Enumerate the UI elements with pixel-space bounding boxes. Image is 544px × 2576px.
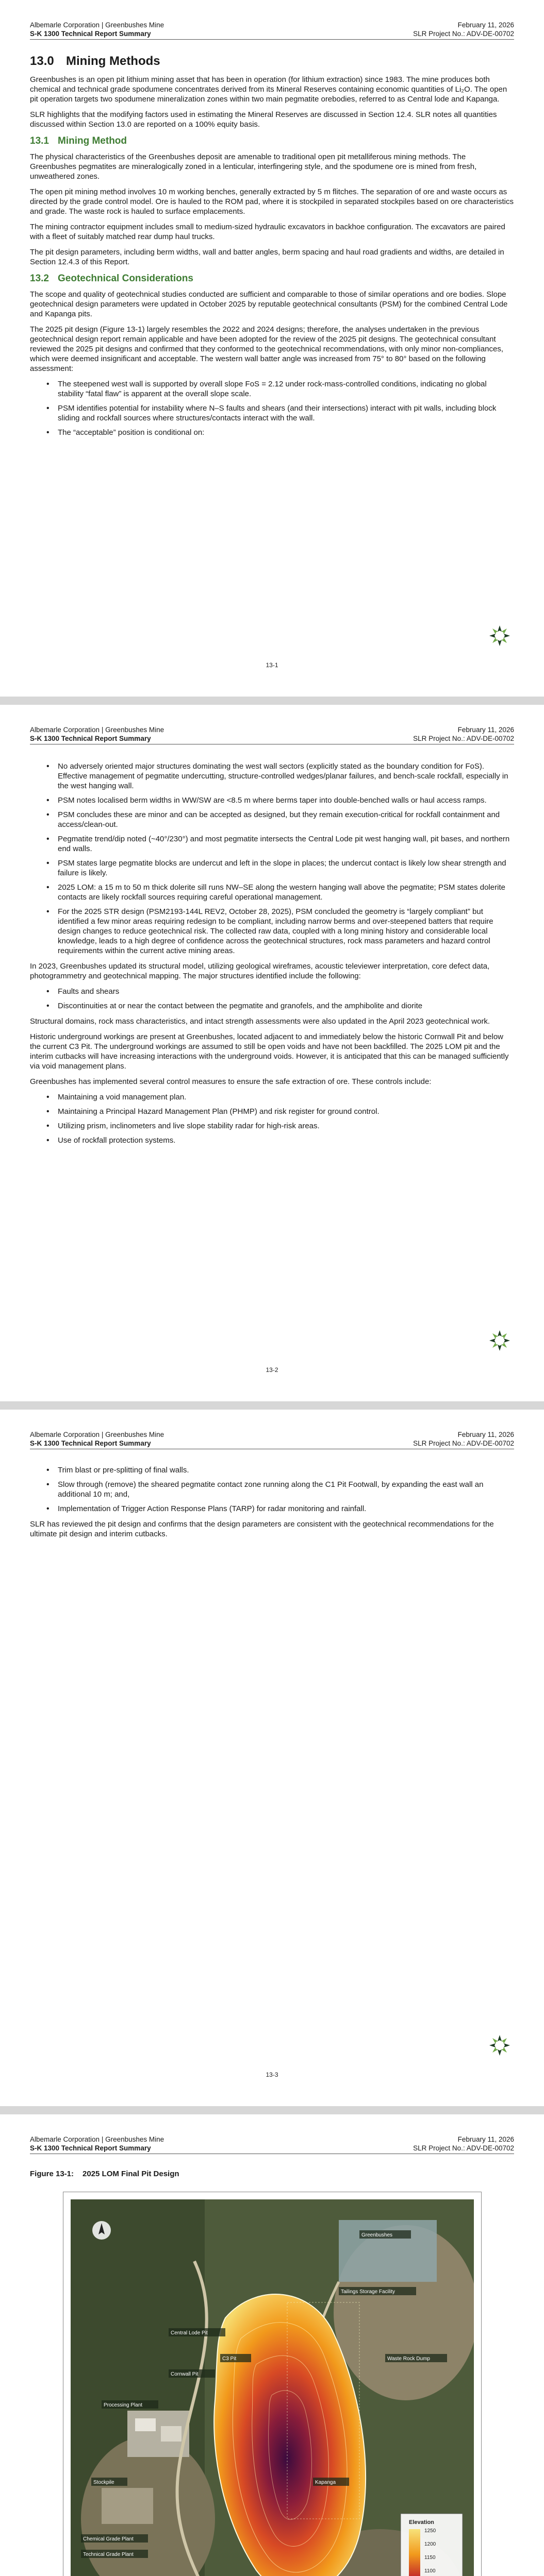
map-label: Cornwall Pit (171, 2371, 199, 2377)
list-item: • Slow through (remove) the sheared pegmatite contact zone running along the C1 Pit Footwall, by expanding the east wall an additional 10 m; and, (58, 1480, 514, 1499)
plant-building (135, 2418, 156, 2431)
tailings-pond (339, 2220, 437, 2282)
list-item: • For the 2025 STR design (PSM2193-144L REV2, October 28, 2025), PSM concluded the geometry is “largely compliant” but identified a few minor areas requiring redesign to be compliant, including narrow berms and over-steepened batters that require design changes to reduce geotechnical risk. The collected raw data, coupled with a long mining history and considerable local knowledge, leads to a high degree of confidence across the geotechnical structures, rock mass parameters and hazard control requirements within the current active mining areas. (58, 907, 514, 956)
paragraph: The physical characteristics of the Greenbushes deposit are amenable to traditional open pit metalliferous mining methods. The Greenbushes pegmatites are mineralogically zoned in a lenticular, interfingering style, and the spodumene ore is mined from fresh, unweathered zones. (30, 152, 477, 181)
subsection-heading: 13.2 Geotechnical Considerations (30, 273, 193, 284)
bullet-list (30, 379, 514, 437)
page-body (30, 1465, 514, 1545)
plant-building (161, 2426, 182, 2442)
pit-design-map (71, 2199, 474, 2576)
subsection-heading: 13.1 Mining Method (30, 135, 127, 146)
legend-title: Elevation (409, 2519, 434, 2526)
paragraph: SLR highlights that the modifying factors used in estimating the Mineral Reserves are discussed in Section 12.4. SLR notes all quantities discussed within Section 13.0 are reported on a 100% equity basis. (30, 110, 497, 129)
stockpile-area (102, 2488, 153, 2524)
list-item: • 2025 LOM: a 15 m to 50 m thick dolerite sill runs NW–SE along the western hanging wall above the pegmatite; PSM states dolerite contacts are likely rockfall sources requiring careful operational management. (58, 883, 514, 902)
figure-caption: Figure 13-1: 2025 LOM Final Pit Design (30, 2170, 179, 2178)
page-number: 13-1 (266, 662, 278, 669)
slr-logo-icon (488, 1329, 511, 1352)
page-header (30, 21, 514, 40)
list-item: • The steepened west wall is supported by overall slope FoS = 2.12 under rock-mass-controlled conditions, indicating no global stability “fatal flaw” is apparent at the overall slope scale. (58, 379, 514, 399)
page-header (30, 1430, 514, 1449)
list-item: • PSM concludes these are minor and can be accepted as designed, but they remain execution-critical for rockfall containment and access/clean-out. (58, 810, 514, 829)
header-date: February 11, 2026 (457, 1431, 514, 1438)
page-number: 13-2 (266, 1366, 278, 1374)
list-item: • Utilizing prism, inclinometers and live slope stability radar for high-risk areas. (58, 1121, 514, 1131)
header-company: Albemarle Corporation | Greenbushes Mine (30, 726, 164, 734)
legend-tick: 1150 (424, 2555, 436, 2561)
legend-tick: 1100 (424, 2568, 436, 2574)
header-company: Albemarle Corporation | Greenbushes Mine (30, 21, 164, 29)
list-item: • Trim blast or pre-splitting of final walls. (58, 1465, 514, 1475)
map-label: Chemical Grade Plant (83, 2536, 134, 2542)
list-item: • The “acceptable” position is conditional on: (58, 428, 514, 437)
list-item: • Implementation of Trigger Action Response Plans (TARP) for radar monitoring and rainfall. (58, 1504, 514, 1514)
paragraph: In 2023, Greenbushes updated its structural model, utilizing geological wireframes, acoustic televiewer interpretation, core defect data, photogrammetry and geotechnical mapping. The major structures identified include the following: (30, 962, 490, 980)
legend-tick: 1250 (424, 2528, 436, 2534)
header-company: Albemarle Corporation | Greenbushes Mine (30, 2136, 164, 2143)
paragraph: SLR has reviewed the pit design and confirms that the design parameters are consistent with the geotechnical recommendations for the ultimate pit design and interim cutbacks. (30, 1520, 494, 1538)
map-label: Kapanga (315, 2480, 336, 2485)
page-13-3 (0, 1410, 544, 2106)
page-body (30, 2167, 514, 2185)
header-report: S-K 1300 Technical Report Summary (30, 30, 151, 38)
list-item: • Discontinuities at or near the contact between the pegmatite and granofels, and the amphibolite and diorite (58, 1001, 514, 1011)
slr-logo-icon (488, 2034, 511, 2057)
map-label: Processing Plant (104, 2402, 143, 2408)
map-label: C3 Pit (222, 2356, 237, 2362)
legend-tick: 1200 (424, 2541, 436, 2547)
list-item: • No adversely oriented major structures dominating the west wall sectors (explicitly stated as the boundary condition for FoS). Effective management of pegmatite undercutting, structure-controlled wedges/planar failures, and bench-scale rockfall, especially in the west hanging wall. (58, 761, 514, 791)
list-item: • PSM states large pegmatite blocks are undercut and left in the slope in places; the undercut contact is likely low shear strength and failure is likely. (58, 858, 514, 878)
header-project: SLR Project No.: ADV-DE-00702 (413, 735, 514, 742)
list-item: • PSM identifies potential for instability where N–S faults and shears (and their intersections) interact with pit walls, including block sliding and rockfall sources where structures/contacts interact with the wall. (58, 403, 514, 423)
list-item: • Use of rockfall protection systems. (58, 1136, 514, 1145)
header-report: S-K 1300 Technical Report Summary (30, 735, 151, 742)
header-report: S-K 1300 Technical Report Summary (30, 1439, 151, 1447)
paragraph: The 2025 pit design (Figure 13-1) largely resembles the 2022 and 2024 designs; therefore, the analyses undertaken in the previous geotechnical design report remain applicable and have been adopted for the review of the 2025 pit designs. The geotechnical consultant reviewed the 2025 pit designs and confirmed that they conformed to the geotechnical recommendations, with only minor non-compliances, which were deemed insignificant and acceptable. The western wall batter angle was increased from 75° to 80° based on the following assessment: (30, 325, 504, 373)
paragraph: The open pit mining method involves 10 m working benches, generally extracted by 5 m flitches. The separation of ore and waste occurs as directed by the grade control model. Ore is hauled to the ROM pad, where it is stockpiled in separated stockpiles based on ore characteristics and grade. The waste rock is hauled to surface emplacements. (30, 188, 514, 216)
map-label: Technical Grade Plant (83, 2552, 134, 2557)
page-13-1 (0, 0, 544, 697)
map-label: Stockpile (93, 2480, 114, 2485)
section-heading: 13.0 Mining Methods (30, 54, 160, 68)
list-item: • Maintaining a Principal Hazard Management Plan (PHMP) and risk register for ground control. (58, 1107, 514, 1116)
paragraph: Greenbushes is an open pit lithium mining asset that has been in operation (for lithium extraction) since 1983. The mine produces both chemical and technical grade spodumene concentrates derived from its Mineral Reserves containing economic quantities of Li₂O. The open pit operation targets two spodumene mineralization zones within two main pegmatite orebodies, referred to as Central lode and Kapanga. (30, 75, 507, 104)
map-label: Tailings Storage Facility (341, 2289, 395, 2295)
paragraph: The mining contractor equipment includes small to medium-sized hydraulic excavators in backhoe configuration. The excavators are paired with a fleet of suitably matched rear dump haul trucks. (30, 223, 505, 241)
map-label: Greenbushes (361, 2232, 393, 2238)
header-date: February 11, 2026 (457, 2136, 514, 2143)
header-project: SLR Project No.: ADV-DE-00702 (413, 30, 514, 38)
page-header (30, 725, 514, 744)
bullet-list (30, 1465, 514, 1514)
paragraph: Structural domains, rock mass characteristics, and intact strength assessments were also updated in the April 2023 geotechnical work. (30, 1017, 490, 1026)
page-body (30, 49, 514, 443)
paragraph: The pit design parameters, including berm widths, wall and batter angles, berm spacing and haul road gradients and widths, are detailed in Section 12.4.3 of this Report. (30, 248, 504, 266)
paragraph: The scope and quality of geotechnical studies conducted are sufficient and comparable to those of similar operations and ore bodies. Slope geotechnical design parameters were updated in October 2025 by reputable geotechnical consultants (PSM) for the combined Central Lode and Kapanga pits. (30, 290, 508, 318)
header-project: SLR Project No.: ADV-DE-00702 (413, 1439, 514, 1447)
legend-ramp (409, 2529, 420, 2576)
list-item: • PSM notes localised berm widths in WW/SW are <8.5 m where berms taper into double-benched walls or haul access ramps. (58, 795, 514, 805)
list-item: • Faults and shears (58, 987, 514, 996)
header-date: February 11, 2026 (457, 21, 514, 29)
header-date: February 11, 2026 (457, 726, 514, 734)
paragraph: Historic underground workings are present at Greenbushes, located adjacent to and immediately below the historic Cornwall Pit and below the current C3 Pit. The underground workings are assumed to still be open voids and have not been backfilled. The 2025 LOM pit and the interim cutbacks will have increasing interactions with the underground voids. However, it is anticipated that this can be managed sufficiently via void management plans. (30, 1032, 509, 1071)
page-number: 13-3 (266, 2071, 278, 2078)
bullet-list (30, 761, 514, 956)
slr-logo-icon (488, 624, 511, 647)
north-arrow-icon (92, 2221, 111, 2240)
map-label: Waste Rock Dump (387, 2356, 430, 2362)
page-body (30, 761, 514, 1151)
page-13-4 (0, 2114, 544, 2576)
header-company: Albemarle Corporation | Greenbushes Mine (30, 1431, 164, 1438)
list-item: • Pegmatite trend/dip noted (~40°/230°) and most pegmatite intersects the Central Lode pit west hanging wall, pit bases, and northern end walls. (58, 834, 514, 854)
list-item: • Maintaining a void management plan. (58, 1092, 514, 1102)
page-13-2 (0, 705, 544, 1401)
header-report: S-K 1300 Technical Report Summary (30, 2144, 151, 2152)
map-label: Central Lode Pit (171, 2330, 208, 2336)
header-project: SLR Project No.: ADV-DE-00702 (413, 2144, 514, 2152)
paragraph: Greenbushes has implemented several control measures to ensure the safe extraction of ore. These controls include: (30, 1077, 432, 1086)
figure-pit-design (63, 2192, 482, 2576)
bullet-list (30, 987, 514, 1011)
bullet-list (30, 1092, 514, 1145)
page-header (30, 2135, 514, 2154)
